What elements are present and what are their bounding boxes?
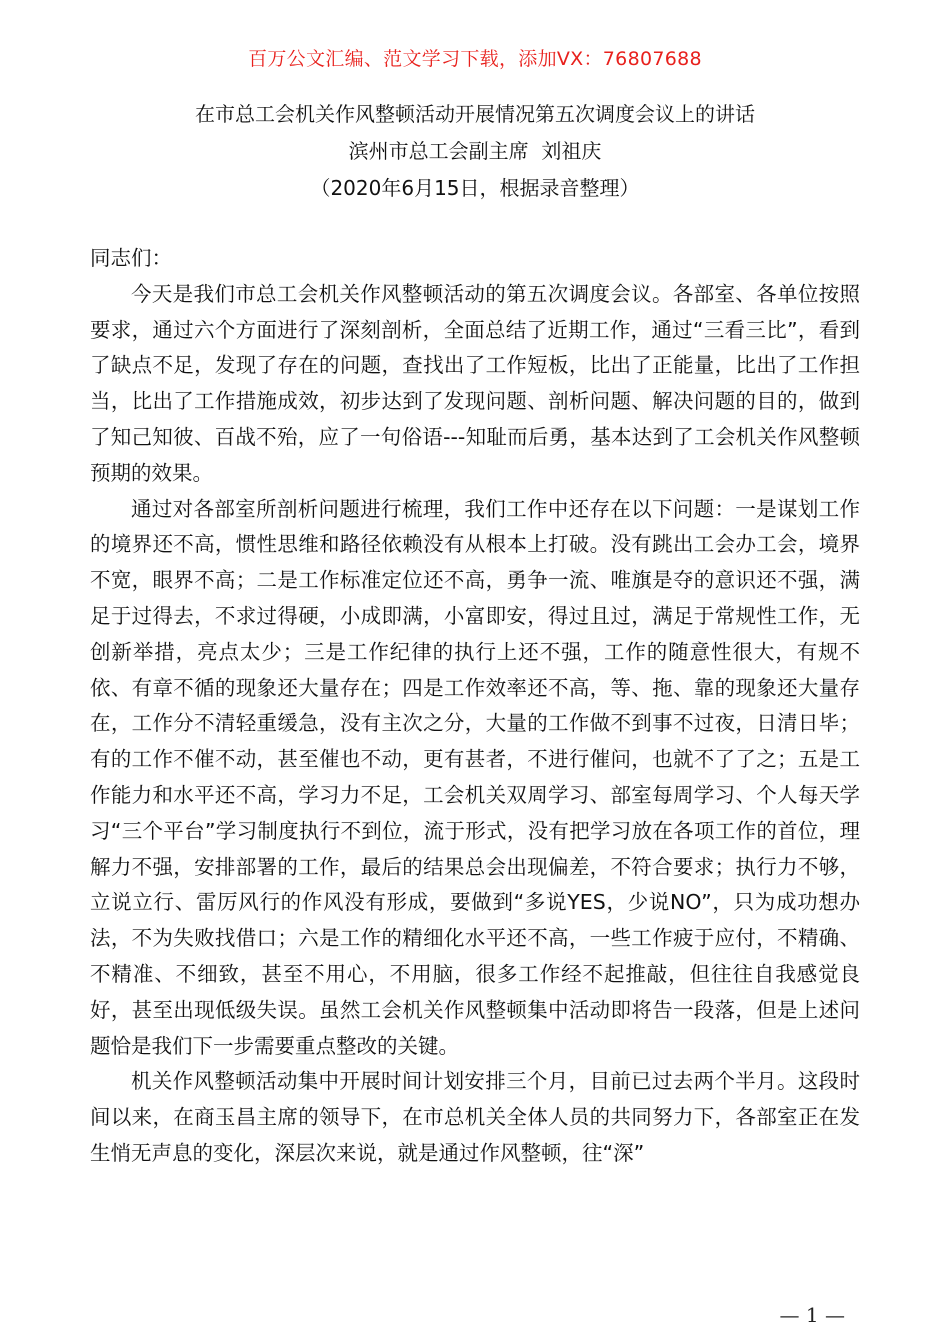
page-number: — 1 — bbox=[779, 1303, 845, 1327]
paragraph-problems: 通过对各部室所剖析问题进行梳理，我们工作中还存在以下问题：一是谋划工作的境界还不高，惯性思维和路径依赖没有从根本上打破。没有跳出工会办工会，境界不宽，眼界不高；二是工作标准定位还不高，勇争一流、唯旗是夺的意识还不强，满足于过得去，不求过得硬，小成即满，小富即安，得过且过，满足于常规性工作，无创新举措，亮点太少；三是工作纪律的执行上还不强，工作的随意性很大，有规不依、有章不循的现象还大量存在；四是工作效率还不高，等、拖、靠的现象还大量存在，工作分不清轻重缓急，没有主次之分，大量的工作做不到事不过夜，日清日毕；有的工作不催不动，甚至催也不动，更有甚者，不进行催问，也就不了了之；五是工作能力和水平还不高，学习力不足，工会机关双周学习、部室每周学习、个人每天学习“三个平台”学习制度执行不到位，流于形式，没有把学习放在各项工作的首位，理解力不强，安排部署的工作，最后的结果总会出现偏差，不符合要求；执行力不够，立说立行、雷厉风行的作风没有形成，要做到“多说YES，少说NO”，只为成功想办法，不为失败找借口；六是工作的精细化水平还不高，一些工作疲于应付，不精确、不精准、不细致，甚至不用心，不用脑，很多工作经不起推敲，但往往自我感觉良好，甚至出现低级失误。虽然工会机关作风整顿集中活动即将告一段落，但是上述问题恰是我们下一步需要重点整改的关键。 bbox=[90, 496, 860, 1058]
paragraph-opening: 今天是我们市总工会机关作风整顿活动的第五次调度会议。各部室、各单位按照要求，通过六个方面进行了深刻剖析，全面总结了近期工作，通过“三看三比”，看到了缺点不足，发现了存在的问题，查找出了工作短板，比出了正能量，比出了工作担当，比出了工作措施成效，初步达到了发现问题、剖析问题、解决问题的目的，做到了知己知彼、百战不殆，应了一句俗语---知耻而后勇，基本达到了工会机关作风整顿预期的效果。 bbox=[90, 281, 860, 485]
title-block bbox=[0, 96, 950, 207]
salutation: 同志们： bbox=[90, 246, 172, 270]
speech-body bbox=[90, 241, 860, 1172]
promo-banner: 百万公文汇编、范文学习下载，添加VX：76807688 bbox=[248, 48, 702, 70]
date-note: （2020年6月15日，根据录音整理） bbox=[310, 176, 640, 200]
paragraph-progress: 机关作风整顿活动集中开展时间计划安排三个月，目前已过去两个半月。这段时间以来，在商玉昌主席的领导下，在市总机关全体人员的共同努力下，各部室正在发生悄无声息的变化，深层次来说，就是通过作风整顿，往“深” bbox=[90, 1069, 860, 1165]
speech-title: 在市总工会机关作风整顿活动开展情况第五次调度会议上的讲话 bbox=[195, 102, 755, 126]
speaker-line: 滨州市总工会副主席 刘祖庆 bbox=[348, 139, 602, 163]
